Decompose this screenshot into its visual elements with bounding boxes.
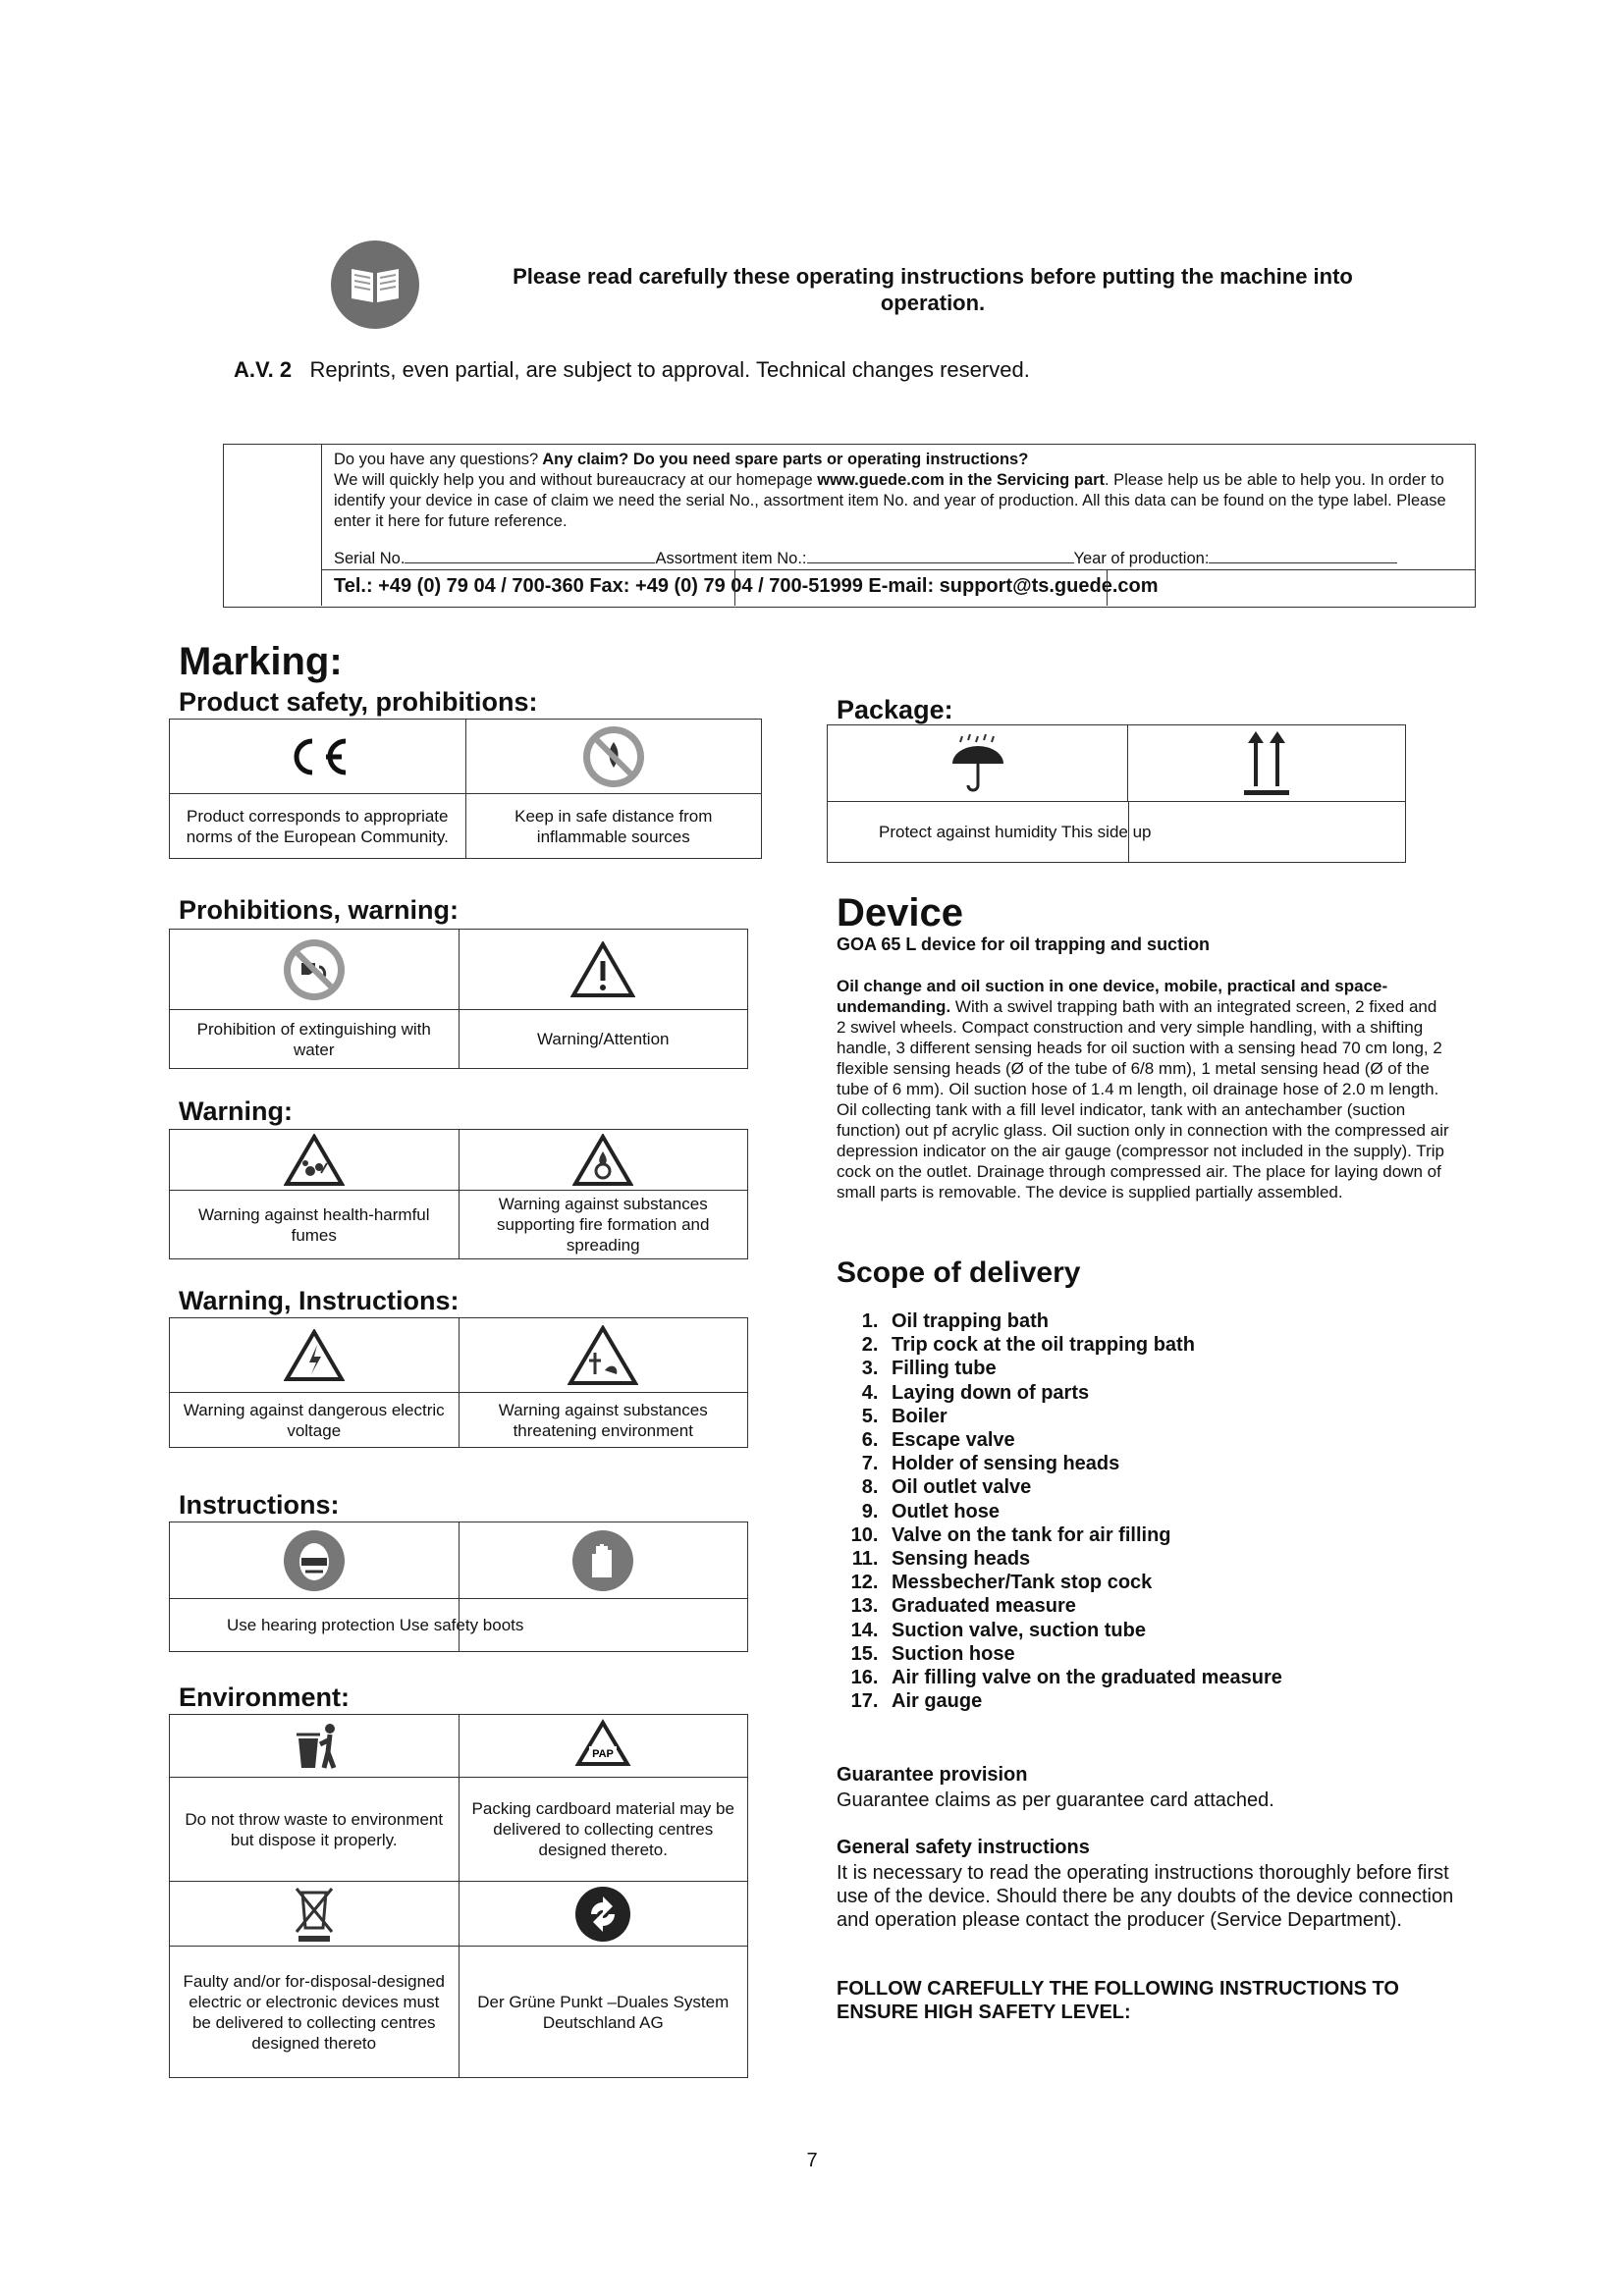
scope-item: 8. Oil outlet valve (884, 1475, 1282, 1499)
environment-hazard-cell (459, 1318, 748, 1393)
guarantee-title: Guarantee provision (837, 1764, 1028, 1786)
prohibitions-warning-title: Prohibitions, warning: (179, 895, 459, 925)
electric-voltage-cell (170, 1318, 460, 1393)
read-manual-icon (330, 240, 420, 330)
protective-mask-cell (170, 1522, 460, 1599)
product-safety-table (169, 719, 762, 859)
pap-recycling-cell (459, 1715, 748, 1778)
warning-table (169, 1129, 748, 1259)
scope-item: 11. Sensing heads (884, 1547, 1282, 1571)
scope-item: 17. Air gauge (884, 1689, 1282, 1713)
marking-title: Marking: (179, 640, 343, 683)
scope-title: Scope of delivery (837, 1256, 1081, 1289)
green-dot-cell (459, 1882, 748, 1947)
no-water-extinguishing-text: Prohibition of extinguishing with water (170, 1010, 460, 1069)
product-safety-title: Product safety, prohibitions: (179, 687, 538, 717)
oxidizing-substance-cell (459, 1130, 748, 1191)
prohibitions-warning-table (169, 929, 748, 1069)
weee-text: Faulty and/or for-disposal-designed electric or electronic devices must be delivered to collecting centres designed thereto (170, 1947, 460, 2078)
device-subtitle: GOA 65 L device for oil trapping and suction (837, 934, 1211, 954)
no-water-extinguishing-cell (170, 930, 460, 1010)
green-dot-text: Der Grüne Punkt –Duales System Deutschland AG (459, 1947, 748, 2078)
scope-item: 4. Laying down of parts (884, 1381, 1282, 1405)
scope-item: 9. Outlet hose (884, 1500, 1282, 1523)
warning-title: Warning: (179, 1096, 293, 1126)
year-of-production-field[interactable] (1209, 549, 1397, 563)
scope-item: 3. Filling tube (884, 1357, 1282, 1380)
environment-title: Environment: (179, 1682, 351, 1712)
harmful-fumes-text: Warning against health-harmful fumes (170, 1191, 460, 1259)
scope-item: 1. Oil trapping bath (884, 1309, 1282, 1333)
serial-number-field[interactable] (405, 549, 655, 563)
scope-item: 15. Suction hose (884, 1642, 1282, 1666)
scope-item: 14. Suction valve, suction tube (884, 1619, 1282, 1642)
safety-follow-notice: FOLLOW CAREFULLY THE FOLLOWING INSTRUCTIONS TO ENSURE HIGH SAFETY LEVEL: (837, 1978, 1399, 2023)
instructions-table (169, 1522, 748, 1652)
warning-attention-text: Warning/Attention (459, 1010, 748, 1069)
instructions-title: Instructions: (179, 1490, 340, 1520)
scope-item: 13. Graduated measure (884, 1594, 1282, 1618)
humidity-side-up-text: Protect against humidity This side up (828, 802, 1406, 863)
hearing-protection-safety-boots-text: Use hearing protection Use safety boots (170, 1599, 748, 1652)
scope-item: 12. Messbecher/Tank stop cock (884, 1571, 1282, 1594)
no-open-flame-cell (465, 720, 762, 794)
safety-title: General safety instructions (837, 1837, 1090, 1858)
scope-item: 7. Holder of sensing heads (884, 1452, 1282, 1475)
this-side-up-cell (1128, 725, 1406, 802)
package-table (827, 724, 1406, 863)
scope-list (837, 1309, 1282, 1713)
environment-hazard-text: Warning against substances threatening environment (459, 1393, 748, 1448)
reprint-notice: Reprints, even partial, are subject to approval. Technical changes reserved. (309, 357, 1030, 382)
read-instructions-notice: Please read carefully these operating instructions before putting the machine into operation. (513, 264, 1353, 315)
version-label: A.V. 2 (234, 357, 293, 382)
scope-item: 5. Boiler (884, 1405, 1282, 1428)
version-line (234, 357, 1030, 383)
electric-voltage-text: Warning against dangerous electric voltage (170, 1393, 460, 1448)
oxidizing-substance-text: Warning against substances supporting fire formation and spreading (459, 1191, 748, 1259)
device-description: Oil change and oil suction in one device, mobile, practical and space-undemanding. With a swivel trapping bath with an integrated screen, 2 fixed and 2 swivel wheels. Compact construction and very simple handling, with a shifting handle, 3 different sensing heads for oil suction with a sensing head 70 cm long, 2 flexible sensing heads (Ø of the tube of 6/8 mm), 1 metal sensing head (Ø of the tube of 6 mm). Oil suction hose of 1.4 m length, oil drainage hose of 2.0 m length. Oil collecting tank with a fill level indicator, tank with an antechamber (suction function) out pf acrylic glass. Oil suction only in connection with the compressed air depression indicator on the air gauge (compressor not included in the supply). Trip cock on the outlet. Drainage through compressed air. The place for laying down of small parts is removable. The device is supplied partially assembled. (837, 977, 1449, 1201)
contact-info-text: Do you have any questions? Any claim? Do you need spare parts or operating instructions? We will quickly help you and without bureaucracy at our homepage www.guede.com in the Servicing part. Please help us be able to help you. In order to identify your device in case of claim we need the serial No., assortment item No. and year of production. All this data can be found on the type label. Please enter it here for future reference. (334, 451, 1446, 530)
pap-recycling-text: Packing cardboard material may be delivered to collecting centres designed thereto. (459, 1778, 748, 1882)
dispose-properly-cell (170, 1715, 460, 1778)
scope-item: 10. Valve on the tank for air filling (884, 1523, 1282, 1547)
guarantee-text: Guarantee claims as per guarantee card attached. (837, 1789, 1274, 1811)
assortment-number-field[interactable] (807, 549, 1074, 563)
page-number: 7 (806, 2150, 818, 2171)
harmful-fumes-cell (170, 1130, 460, 1191)
reference-fields: Serial No. Assortment item No.: Year of production: (334, 549, 1463, 568)
device-title: Device (837, 891, 963, 934)
scope-item: 2. Trip cock at the oil trapping bath (884, 1333, 1282, 1357)
warning-attention-cell (459, 930, 748, 1010)
ce-mark-cell (170, 720, 466, 794)
svg-text:PAP: PAP (592, 1747, 615, 1760)
weee-cell (170, 1882, 460, 1947)
inflammable-distance-text: Keep in safe distance from inflammable sources (465, 794, 762, 859)
contact-box (223, 444, 1476, 608)
warning-instructions-title: Warning, Instructions: (179, 1286, 460, 1315)
safety-text: It is necessary to read the operating instructions thoroughly before first use of the device. Should there be any doubts of the device connection and operation please contact the producer (Service Department). (837, 1862, 1454, 1931)
scope-item: 16. Air filling valve on the graduated measure (884, 1666, 1282, 1689)
protective-gloves-cell (459, 1522, 748, 1599)
warning-instructions-table (169, 1317, 748, 1448)
scope-item: 6. Escape valve (884, 1428, 1282, 1452)
keep-dry-cell (828, 725, 1128, 802)
ce-mark-text: Product corresponds to appropriate norms of the European Community. (170, 794, 466, 859)
dispose-properly-text: Do not throw waste to environment but dispose it properly. (170, 1778, 460, 1882)
contact-line: Tel.: +49 (0) 79 04 / 700-360 Fax: +49 (0) 79 04 / 700-51999 E-mail: support@ts.guede.com (334, 575, 1159, 597)
package-title: Package: (837, 695, 953, 724)
environment-table (169, 1714, 748, 2078)
